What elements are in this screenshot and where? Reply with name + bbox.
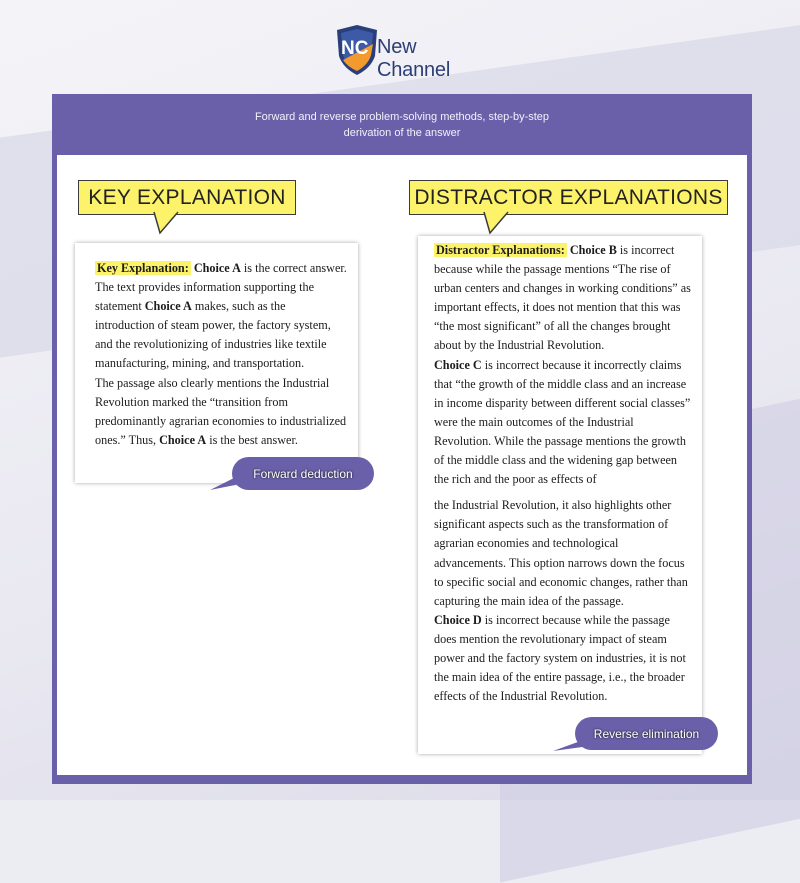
choice-reference: Choice A: [144, 299, 192, 314]
explanation-text: is incorrect because while the passage does mention the revolutionary impact of steam power and the factory system on industries, it is not the main idea of the entire passage, i.e., the broader effects of the Industrial Revolution.: [434, 612, 686, 704]
key-explanation-heading: [78, 180, 296, 215]
reverse-elimination-tag: [575, 717, 718, 750]
choice-reference: Choice A: [159, 432, 207, 447]
forward-deduction-label: Forward deduction: [253, 466, 353, 481]
distractor-heading-text: DISTRACTOR EXPLANATIONS: [414, 185, 723, 209]
choice-reference: Choice B: [569, 243, 617, 257]
banner-subtitle: Forward and reverse problem-solving methods, step-by-step derivation of the answer: [254, 110, 550, 139]
distractor-paragraph-4: [434, 611, 692, 706]
choice-reference: Choice D: [434, 612, 482, 627]
svg-text:NC: NC: [341, 38, 369, 59]
key-explanation-card: [75, 243, 358, 483]
distractor-label: Distractor Explanations:: [436, 243, 565, 257]
explanation-text: The passage also clearly mentions the Industrial Revolution marked the “transition from predominantly agrarian economies to industrialized ones.” Thus,: [95, 375, 347, 447]
explanation-text: is incorrect because it incorrectly claims that “the growth of the middle class and an increase in income disparity between different social classes” were the main outcomes of the Industrial Revolution. While the passage mentions the growth of the middle class and the widening gap between the rich and the poor as effects of: [434, 357, 691, 487]
key-label: Key Explanation:: [97, 261, 189, 275]
callout-tail-icon: [482, 211, 512, 235]
explanation-text: is incorrect because while the passage mentions “The rise of urban centers and changes in working conditions” as important effects, it does not mention that this was “the most significant” of all the changes brought about by the Industrial Revolution.: [434, 243, 691, 353]
reverse-elimination-label: Reverse elimination: [593, 726, 700, 741]
key-paragraph-1: [95, 259, 347, 374]
distractor-explanations-heading: [409, 180, 728, 215]
key-heading-text: KEY EXPLANATION: [88, 185, 286, 209]
distractor-paragraph-1: [434, 241, 692, 356]
banner: [52, 94, 752, 155]
shield-logo-icon: [333, 24, 381, 76]
explanation-text: the Industrial Revolution, it also highlights other significant aspects such as the transformation of agrarian economies and technological advancements. This option narrows down the focus to specific social and economic changes, rather than capturing the main idea of the passage.: [434, 498, 688, 608]
explanation-text: is the best answer.: [206, 432, 298, 447]
forward-deduction-tag: [232, 457, 374, 490]
brand-logo: [333, 24, 483, 80]
distractor-paragraph-3: [434, 496, 692, 611]
key-paragraph-2: [95, 374, 347, 450]
choice-reference: Choice A: [193, 261, 241, 275]
distractor-explanation-card: [418, 236, 702, 754]
callout-tail-icon: [152, 211, 182, 235]
distractor-paragraph-2: [434, 356, 692, 490]
explanation-text: is the correct answer. The text provides information supporting the statement: [95, 261, 347, 314]
choice-reference: Choice C: [434, 357, 482, 372]
brand-name: New Channel: [377, 36, 451, 81]
explanation-text: makes, such as the introduction of steam power, the factory system, and the revolutionizing of industries like textile manufacturing, mining, and transportation.: [95, 299, 331, 371]
